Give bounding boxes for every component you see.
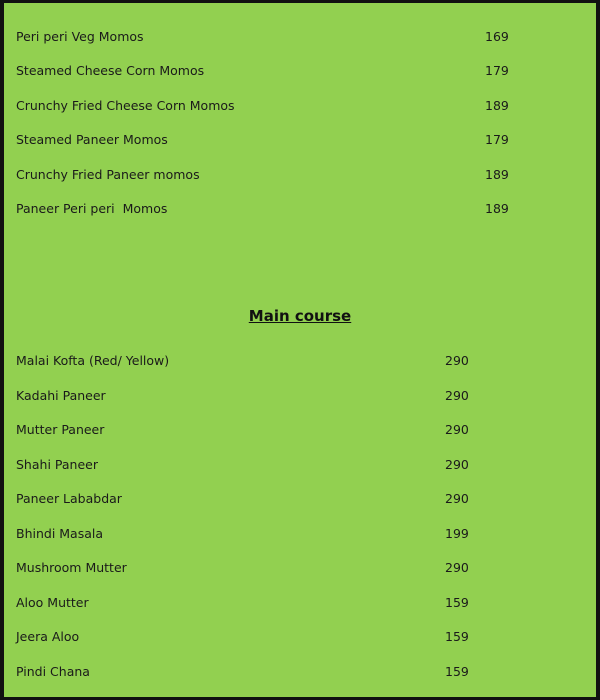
menu-item-price: 290 bbox=[445, 422, 469, 437]
menu-item-name: Steamed Cheese Corn Momos bbox=[16, 63, 205, 78]
menu-item-price: 159 bbox=[445, 629, 469, 644]
menu-item-price: 189 bbox=[485, 98, 509, 113]
section-heading-main-course: Main course bbox=[248, 307, 352, 325]
menu-item-name: Paneer Lababdar bbox=[16, 491, 122, 506]
menu-item-name: Peri peri Veg Momos bbox=[16, 29, 144, 44]
menu-item-price: 290 bbox=[445, 491, 469, 506]
menu-item-price: 179 bbox=[485, 132, 509, 147]
menu-item-price: 290 bbox=[445, 388, 469, 403]
menu-item-price: 290 bbox=[445, 457, 469, 472]
menu-item-name: Paneer Peri peri Momos bbox=[16, 201, 168, 216]
menu-item-price: 290 bbox=[445, 560, 469, 575]
menu-item-name: Crunchy Fried Paneer momos bbox=[16, 167, 200, 182]
menu-item-name: Malai Kofta (Red/ Yellow) bbox=[16, 353, 170, 368]
menu-item-name: Aloo Mutter bbox=[16, 595, 89, 610]
menu-item-price: 290 bbox=[445, 353, 469, 368]
menu-item-price: 159 bbox=[445, 664, 469, 679]
menu-item-name: Crunchy Fried Cheese Corn Momos bbox=[16, 98, 235, 113]
menu-item-price: 199 bbox=[445, 526, 469, 541]
menu-item-name: Jeera Aloo bbox=[16, 629, 80, 644]
menu-item-price: 169 bbox=[485, 29, 509, 44]
menu-item-price: 189 bbox=[485, 201, 509, 216]
menu-item-name: Shahi Paneer bbox=[16, 457, 98, 472]
menu-item-price: 189 bbox=[485, 167, 509, 182]
menu-item-name: Mushroom Mutter bbox=[16, 560, 127, 575]
menu-item-price: 159 bbox=[445, 595, 469, 610]
menu-item-name: Steamed Paneer Momos bbox=[16, 132, 168, 147]
menu-item-name: Bhindi Masala bbox=[16, 526, 104, 541]
menu-item-price: 179 bbox=[485, 63, 509, 78]
menu-item-name: Pindi Chana bbox=[16, 664, 90, 679]
menu-item-name: Kadahi Paneer bbox=[16, 388, 106, 403]
menu-item-name: Mutter Paneer bbox=[16, 422, 105, 437]
